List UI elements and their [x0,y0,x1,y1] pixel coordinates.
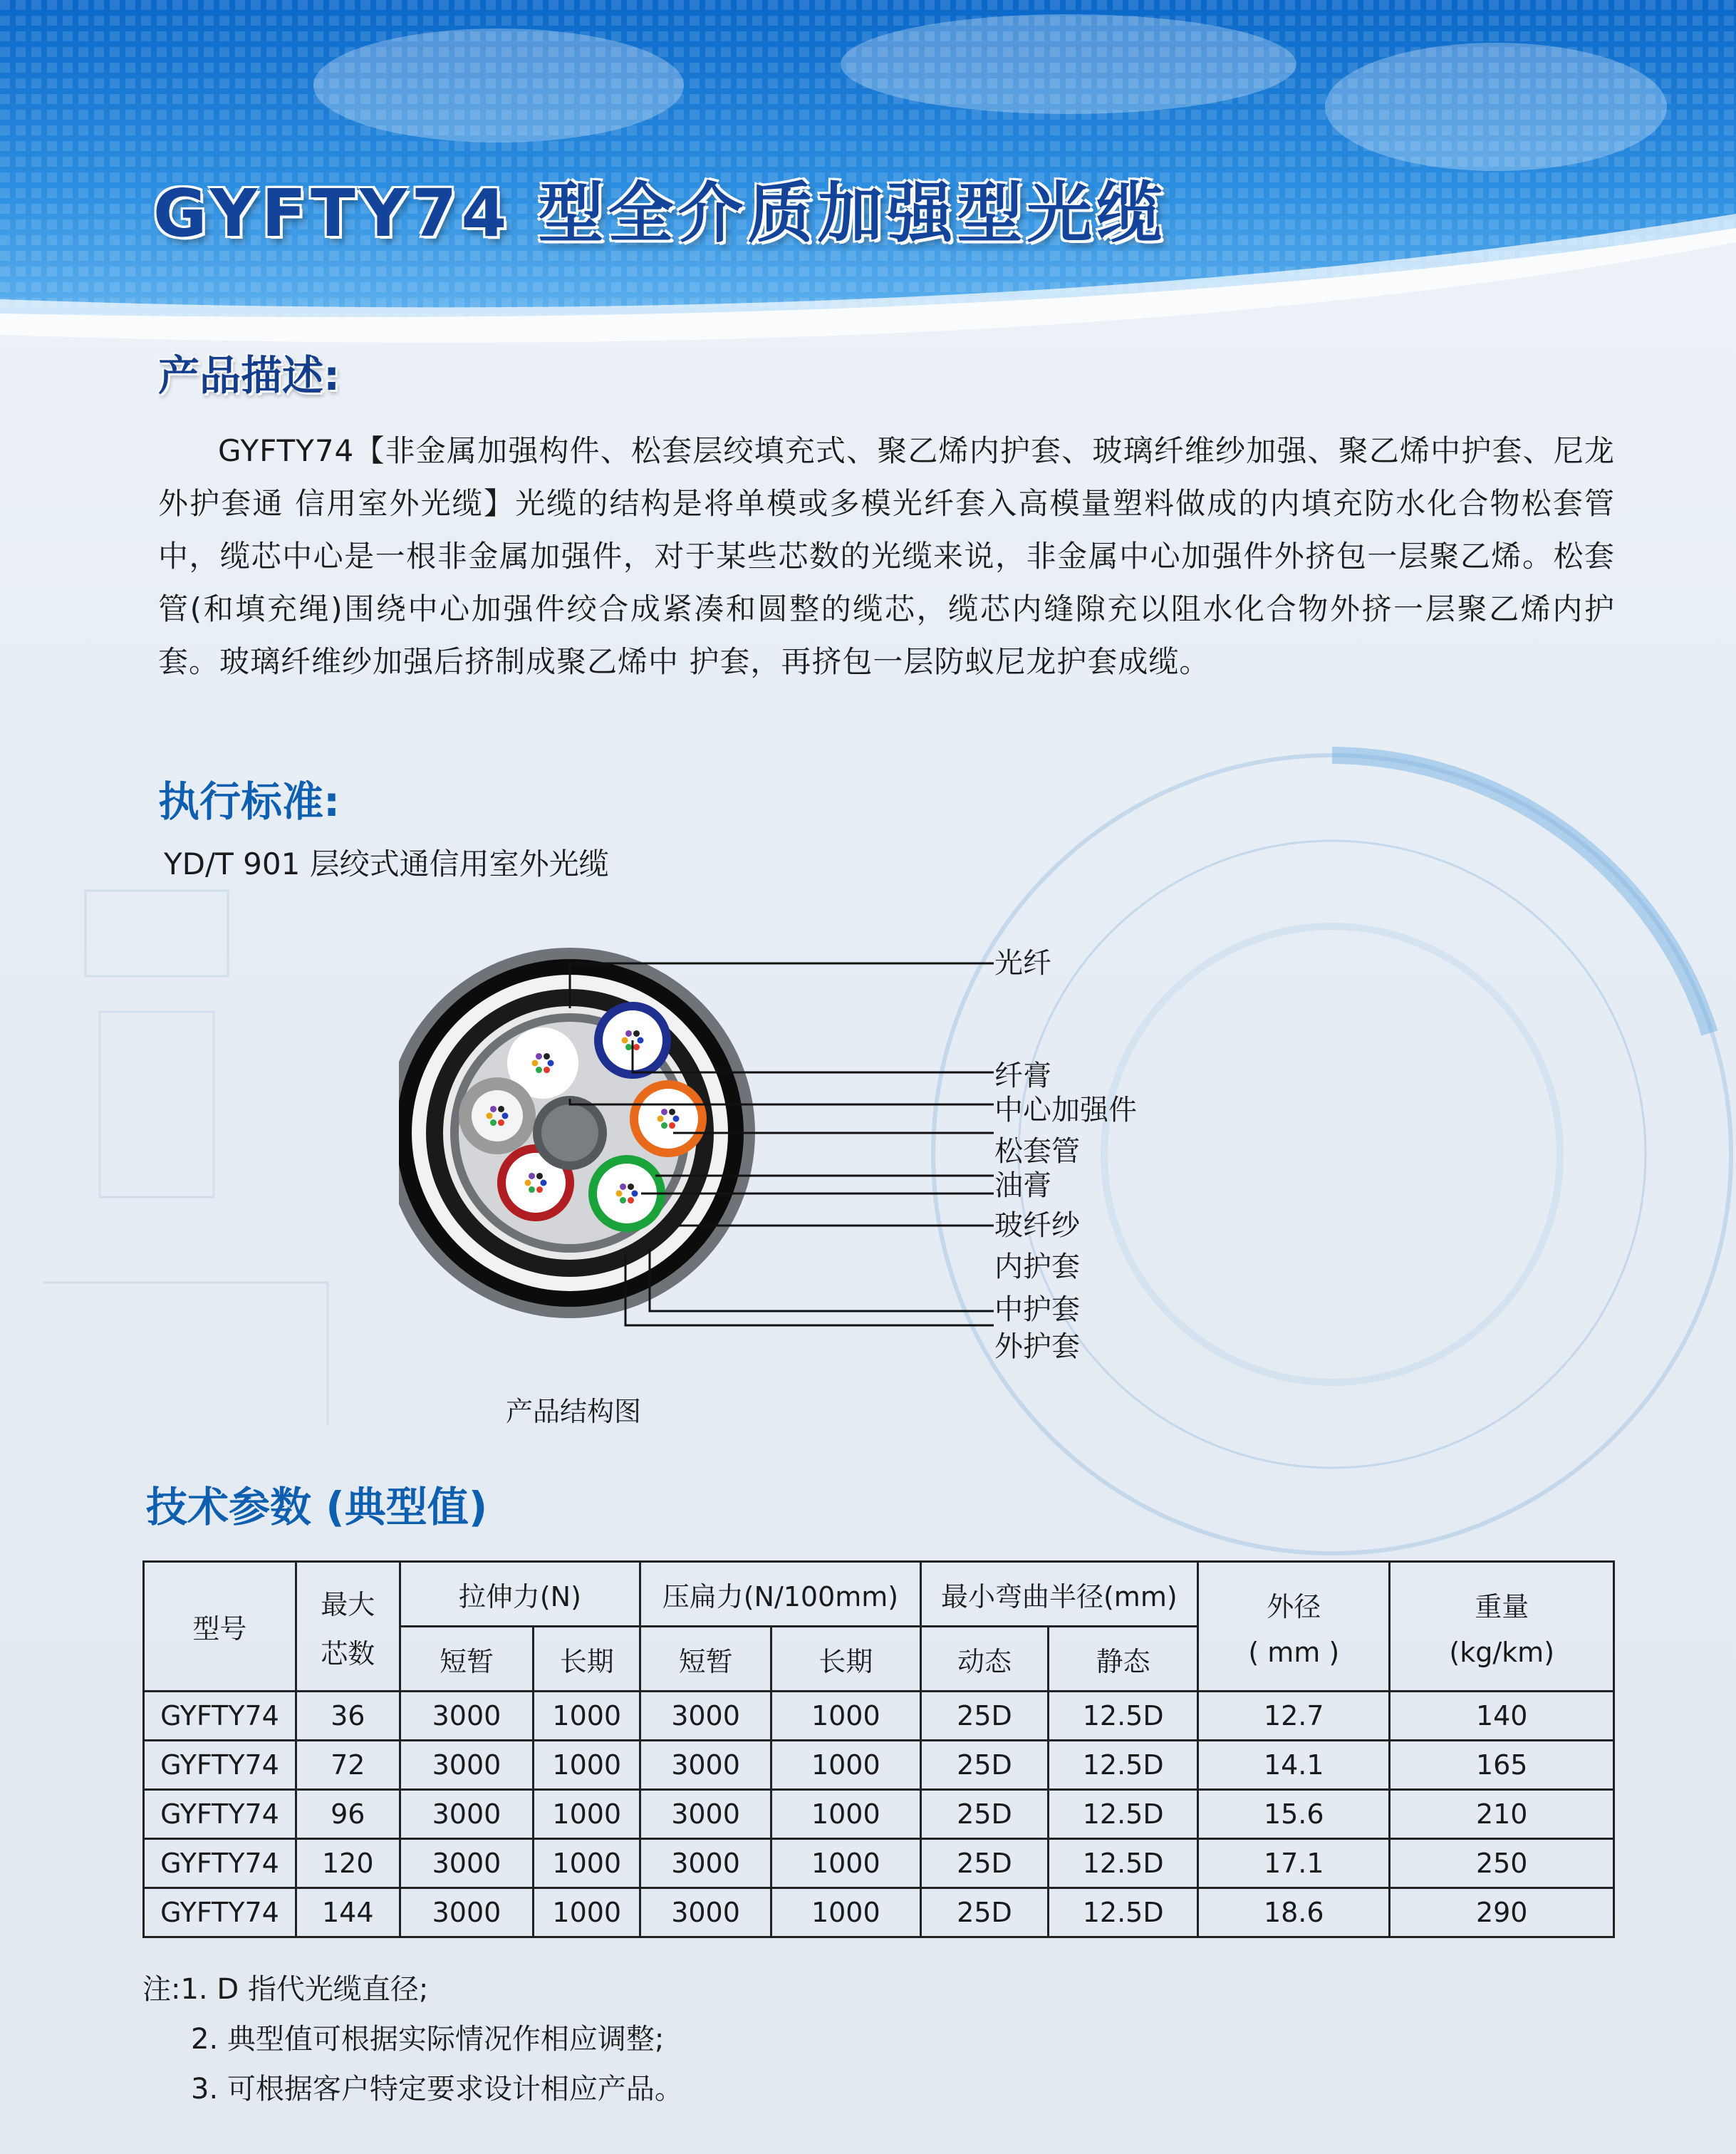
fiber-dot [625,1044,632,1050]
table-cell: 1000 [534,1741,640,1790]
fiber-dot [638,1037,644,1044]
fiber-dot [498,1119,504,1126]
header-bend-dynamic: 动态 [920,1627,1049,1692]
table-cell: 210 [1390,1790,1614,1839]
label-fiber: 光纤 [994,947,1051,980]
header-crush: 压扁力(N/100mm) [640,1562,920,1627]
table-cell: 12.5D [1049,1741,1198,1790]
table-row [144,1790,1614,1839]
table-cell: 25D [920,1888,1049,1937]
header-bend-static: 静态 [1049,1627,1198,1692]
table-cell: 12.7 [1198,1692,1390,1741]
table-cell: GYFTY74 [144,1888,296,1937]
table-cell: 3000 [640,1839,771,1888]
fiber-dot [633,1030,640,1037]
table-cell: 96 [296,1790,400,1839]
fiber-dot [633,1044,640,1050]
fiber-dot [548,1060,554,1067]
table-cell: 120 [296,1839,400,1888]
fiber-dot [529,1186,535,1193]
fiber-dot [498,1106,504,1112]
spec-table [142,1560,1615,1938]
label-central-member: 中心加强件 [994,1094,1137,1127]
fiber-dot [490,1119,497,1126]
fiber-dot [536,1053,542,1060]
table-cell: 1000 [771,1839,920,1888]
cable-cross-section [399,912,1239,1397]
loose-tube-inner [472,1090,523,1141]
label-glass-yarn: 玻纤纱 [994,1209,1080,1242]
header-tensile-long: 长期 [534,1627,640,1692]
fiber-dot [661,1122,667,1129]
fiber-dot [490,1106,497,1112]
table-row [144,1741,1614,1790]
fiber-dot [620,1197,626,1203]
standard-text: YD/T 901 层绞式通信用室外光缆 [164,846,609,881]
fiber-dot [628,1197,634,1203]
cable-structure-diagram [399,912,1239,1397]
table-cell: GYFTY74 [144,1839,296,1888]
table-cell: 1000 [771,1888,920,1937]
label-fiber-gel: 纤膏 [994,1060,1051,1092]
header-diameter: 外径 ( mm ) [1198,1562,1390,1692]
table-cell: 3000 [640,1741,771,1790]
fiber-dot [536,1186,543,1193]
table-cell: 12.5D [1049,1888,1198,1937]
fiber-dot [532,1060,539,1067]
fiber-dot [544,1067,550,1073]
label-loose-tube: 松套管 [994,1135,1080,1168]
note-1: 注:1. D 指代光缆直径; [142,1973,429,2006]
table-cell: 1000 [534,1790,640,1839]
tech-heading: 技术参数 (典型值) [146,1483,488,1531]
loose-tube [634,1084,702,1153]
fiber-dot [536,1173,543,1179]
table-cell: 3000 [400,1741,534,1790]
fiber-dot [487,1113,493,1119]
header-weight: 重量 (kg/km) [1390,1562,1614,1692]
table-cell: 1000 [771,1790,920,1839]
fiber-dot [669,1122,675,1129]
fiber-dot [669,1109,675,1115]
diagram-caption: 产品结构图 [506,1396,642,1427]
header-max-cores: 最大 芯数 [296,1562,400,1692]
fiber-dot [536,1067,542,1073]
fiber-dot [620,1184,626,1190]
page-title: GYFTY74 型全介质加强型光缆 [153,175,1167,252]
standard-heading: 执行标准: [158,777,341,826]
fiber-dot [622,1037,628,1044]
table-cell: 1000 [771,1741,920,1790]
table-cell: GYFTY74 [144,1692,296,1741]
header-crush-long: 长期 [771,1627,920,1692]
table-cell: GYFTY74 [144,1741,296,1790]
table-cell: 250 [1390,1839,1614,1888]
table-cell: 3000 [640,1790,771,1839]
fiber-dot [616,1191,623,1197]
table-cell: 3000 [640,1692,771,1741]
fiber-dot [673,1116,680,1122]
label-cable-gel: 油膏 [994,1169,1051,1202]
header-model: 型号 [144,1562,296,1692]
fiber-dot [632,1191,638,1197]
table-cell: 144 [296,1888,400,1937]
fiber-dot [525,1180,531,1186]
table-cell: 3000 [400,1692,534,1741]
label-middle-sheath: 中护套 [994,1293,1080,1326]
table-cell: 15.6 [1198,1790,1390,1839]
fiber-dot [628,1184,634,1190]
fiber-dot [544,1053,550,1060]
table-cell: 290 [1390,1888,1614,1937]
table-cell: 12.5D [1049,1790,1198,1839]
fiber-dot [541,1180,547,1186]
table-cell: 14.1 [1198,1741,1390,1790]
table-cell: 3000 [400,1888,534,1937]
table-row [144,1839,1614,1888]
table-cell: 25D [920,1692,1049,1741]
table-cell: 1000 [771,1692,920,1741]
table-cell: 25D [920,1741,1049,1790]
table-cell: GYFTY74 [144,1790,296,1839]
table-cell: 17.1 [1198,1839,1390,1888]
table-cell: 18.6 [1198,1888,1390,1937]
header-crush-short: 短暂 [640,1627,771,1692]
table-cell: 25D [920,1839,1049,1888]
note-3: 3. 可根据客户特定要求设计相应产品。 [191,2073,683,2106]
fiber-dot [658,1116,664,1122]
table-row [144,1888,1614,1937]
fiber-dot [625,1030,632,1037]
table-cell: 36 [296,1692,400,1741]
table-cell: 25D [920,1790,1049,1839]
table-cell: 72 [296,1741,400,1790]
fiber-dot [502,1113,509,1119]
label-inner-sheath: 内护套 [994,1251,1080,1283]
table-row [144,1692,1614,1741]
table-cell: 140 [1390,1692,1614,1741]
table-cell: 3000 [400,1790,534,1839]
description-heading: 产品描述: [158,351,341,400]
header-tensile-short: 短暂 [400,1627,534,1692]
header-tensile: 拉伸力(N) [400,1562,640,1627]
description-text: GYFTY74【非金属加强构件、松套层绞填充式、聚乙烯内护套、玻璃纤维纱加强、聚乙烯中护套、尼龙外护套通 信用室外光缆】光缆的结构是将单模或多模光纤套入高模量塑料做成的内填充防水化合物松套管中，缆芯中心是一根非金属加强件，对于某些芯数的光缆来说，非金属中心加强件外挤包一层聚乙烯。松套管(和填充绳)围绕中心加强件绞合成紧凑和圆整的缆芯，缆芯内缝隙充以阻水化合物外挤一层聚乙烯内护套。玻璃纤维纱加强后挤制成聚乙烯中 护套，再挤包一层防蚁尼龙护套成缆。 [158,433,1615,679]
table-cell: 1000 [534,1839,640,1888]
label-outer-sheath: 外护套 [994,1330,1080,1363]
table-cell: 165 [1390,1741,1614,1790]
table-cell: 3000 [640,1888,771,1937]
table-cell: 12.5D [1049,1692,1198,1741]
table-cell: 12.5D [1049,1839,1198,1888]
table-cell: 3000 [400,1839,534,1888]
note-2: 2. 典型值可根据实际情况作相应调整; [191,2023,665,2056]
table-cell: 1000 [534,1888,640,1937]
fiber-dot [529,1173,535,1179]
header-bend-radius: 最小弯曲半径(mm) [920,1562,1197,1627]
fiber-dot [661,1109,667,1115]
table-cell: 1000 [534,1692,640,1741]
